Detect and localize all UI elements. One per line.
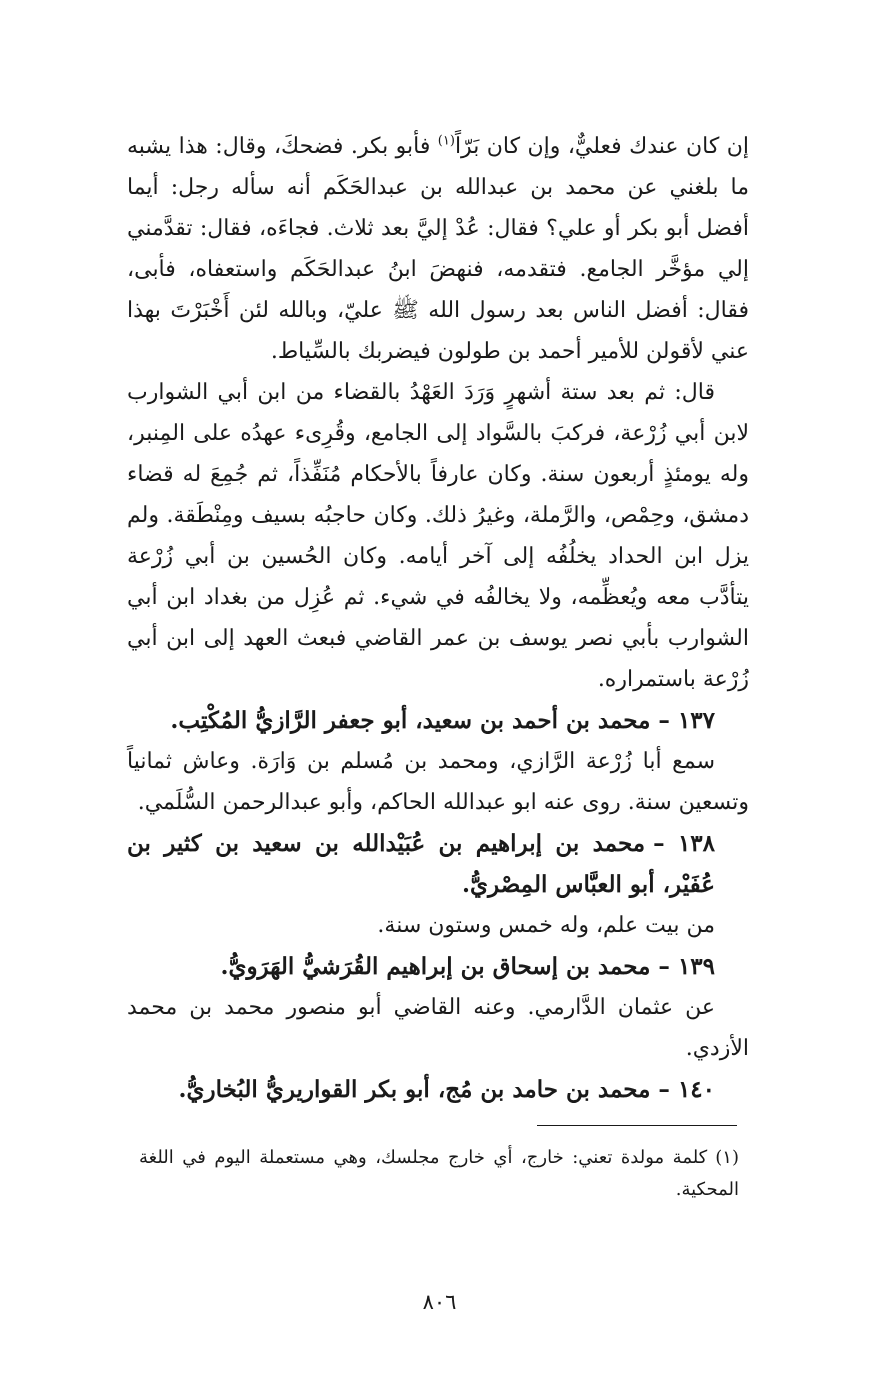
entry-number: ١٣٨ – — [653, 830, 715, 857]
paragraph-1-part2: فأبو بكر. فضحكَ، وقال: هذا يشبه ما بلغني عن محمد بن عبدالله بن عبدالحَكَم أنه سأله رجل: أيما أفضل أبو بكر أو علي؟ فقال: عُدْ إليَّ بعد ثلاث. فجاءَه، فقال: تقدَّمني إلي مؤخَّر الجامع. فتقدمه، فنهضَ ابنُ عبدالحَكَم واستعفاه، فأبى، فقال: أفضل الناس بعد رسول الله ﷺ عليّ، وبالله لئن أَخْبَرْتَ بهذا عني لأقولن للأمير أحمد بن طولون فيضربك بالسِّياط. — [127, 134, 749, 364]
main-text — [127, 126, 749, 1110]
entry-title: محمد بن حامد بن مُج، أبو بكر القواريريُّ البُخاريُّ. — [178, 1076, 651, 1103]
entry-body-138: من بيت علم، وله خمس وستون سنة. — [377, 913, 715, 938]
entry-number: ١٤٠ – — [658, 1076, 715, 1103]
entry-heading-138 — [127, 823, 749, 905]
footnote-divider — [537, 1125, 737, 1126]
entry-number: ١٣٧ – — [658, 707, 715, 734]
entry-heading-140 — [127, 1069, 749, 1110]
entry-heading-139 — [127, 946, 749, 987]
entry-title: محمد بن إسحاق بن إبراهيم القُرَشيُّ الهَرَويُّ. — [220, 953, 651, 980]
footnotes — [139, 1142, 739, 1206]
paragraph-1 — [127, 126, 749, 372]
footnote-1 — [139, 1142, 739, 1206]
paragraph-2: قال: ثم بعد ستة أشهرٍ وَرَدَ العَهْدُ بالقضاء من ابن أبي الشوارب لابن أبي زُرْعة، فركبَ بالسَّواد إلى الجامع، وقُرِىء عهدُه على المِنبر، وله يومئذٍ أربعون سنة. وكان عارفاً بالأحكام مُنَفِّذاً، ثم جُمِعَ له قضاء دمشق، وحِمْص، والرَّملة، وغيرُ ذلك. وكان حاجبُه بسيف ومِنْطَقة. ولم يزل ابن الحداد يخلُفُه إلى آخر أيامه. وكان الحُسين بن أبي زُرْعة يتأدَّب معه ويُعظِّمه، ولا يخالفُه في شيء. ثم عُزِل من بغداد ابن أبي الشوارب بأبي نصر يوسف بن عمر القاضي فبعث العهد إلى ابن أبي زُرْعة باستمراره. — [127, 380, 749, 692]
footnote-text: كلمة مولدة تعني: خارج، أي خارج مجلسك، وهي مستعملة اليوم في اللغة المحكية. — [139, 1147, 739, 1200]
entry-body-139: عن عثمان الدَّارمي. وعنه القاضي أبو منصور محمد بن محمد الأزدي. — [127, 995, 749, 1061]
entry-number: ١٣٩ – — [658, 953, 715, 980]
page-number: ٨٠٦ — [422, 1290, 457, 1314]
footnote-marker: (١) — [715, 1147, 739, 1168]
entry-heading-137 — [127, 700, 749, 741]
footnote-reference: (١) — [437, 133, 455, 149]
entry-body-137: سمع أبا زُرْعة الرَّازي، ومحمد بن مُسلم بن وَارَة. وعاش ثمانياً وتسعين سنة. روى عنه ابو عبدالله الحاكم، وأبو عبدالرحمن السُّلَمي. — [127, 749, 749, 815]
entry-title: محمد بن إبراهيم بن عُبَيْدالله بن سعيد بن كثير بن عُفَيْر، أبو العبَّاس المِصْريُّ. — [127, 830, 715, 898]
paragraph-1-part1: إن كان عندك فعليٌّ، وإن كان بَرّاً — [454, 134, 749, 159]
entry-title: محمد بن أحمد بن سعيد، أبو جعفر الرَّازيُّ المُكْتِب. — [170, 707, 651, 734]
